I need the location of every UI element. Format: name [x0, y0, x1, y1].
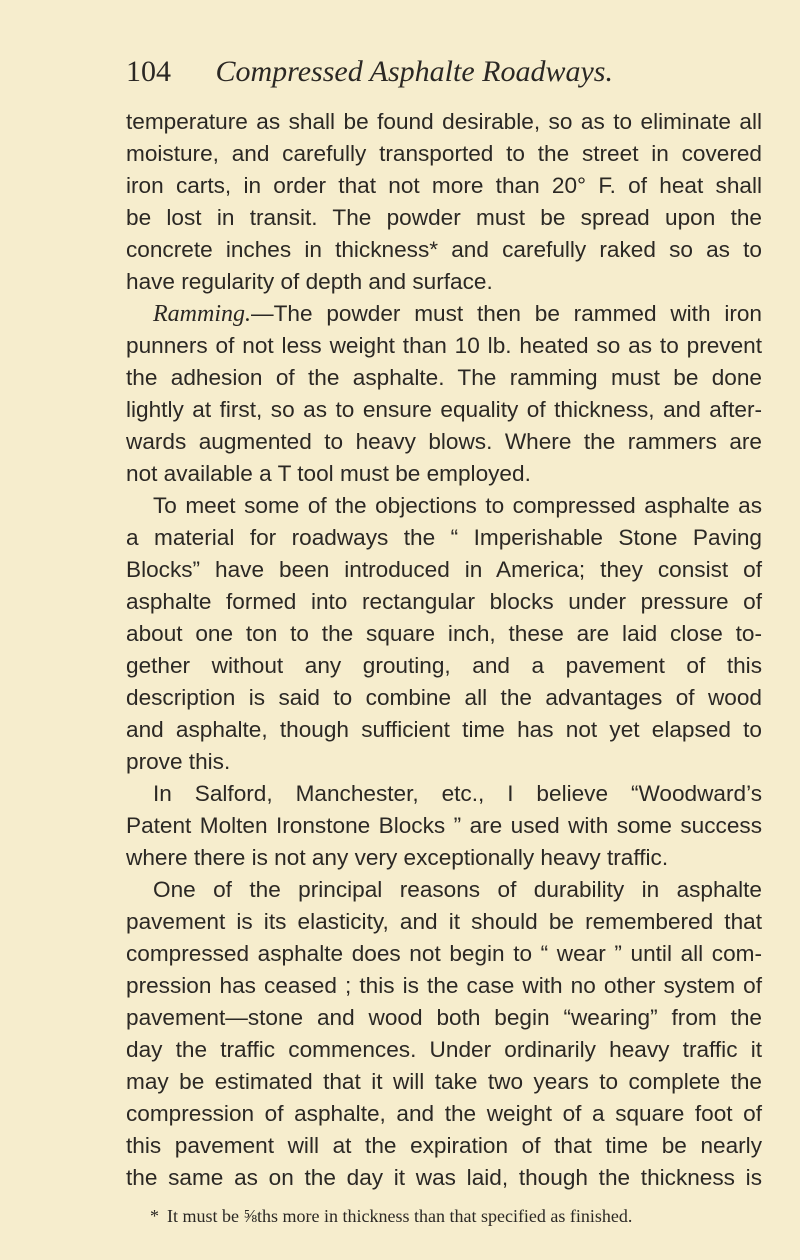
text-line: pavement—stone and wood both begin “wearing” from the — [126, 1005, 762, 1030]
text-line: pression has ceased ; this is the case with no other system of — [126, 973, 762, 998]
text-line: One of the principal reasons of durability in asphalte — [153, 877, 762, 902]
section-heading-ramming: Ramming. — [153, 301, 251, 327]
text-line: the adhesion of the asphalte. The ramming must be done — [126, 365, 762, 390]
text-line: this pavement will at the expiration of that time be nearly — [126, 1133, 762, 1158]
text-line: asphalte formed into rectangular blocks under pressure of — [126, 589, 762, 614]
text-line: temperature as shall be found desirable, so as to eliminate all — [126, 109, 762, 134]
paragraph-temperature — [126, 106, 762, 298]
text-line: and asphalte, though sufficient time has not yet elapsed to — [126, 717, 762, 742]
text-line: description is said to combine all the advantages of wood — [126, 685, 762, 710]
text-line: the same as on the day it was laid, though the thickness is — [126, 1165, 762, 1190]
paragraph-imperishable-blocks — [126, 490, 762, 778]
text-line: gether without any grouting, and a pavement of this — [126, 653, 762, 678]
text-line — [126, 298, 762, 330]
text-line: prove this. — [126, 749, 231, 774]
page-number: 104 — [126, 55, 171, 88]
text-line: a material for roadways the “ Imperishable Stone Paving — [126, 525, 762, 550]
text-line: iron carts, in order that not more than 20° F. of heat shall — [126, 173, 762, 198]
text-line: be lost in transit. The powder must be spread upon the — [126, 205, 762, 230]
text-run: —The powder must then be rammed with iron — [251, 301, 762, 326]
text-line: not available a T tool must be employed. — [126, 461, 531, 486]
text-line: Blocks” have been introduced in America; they consist of — [126, 557, 762, 582]
text-line: may be estimated that it will take two years to complete the — [126, 1069, 762, 1094]
text-line: about one ton to the square inch, these are laid close to- — [126, 621, 762, 646]
text-line: have regularity of depth and surface. — [126, 269, 493, 294]
text-line: day the traffic commences. Under ordinarily heavy traffic it — [126, 1037, 762, 1062]
body-text — [126, 106, 762, 1194]
text-line: lightly at first, so as to ensure equality of thickness, and after- — [126, 397, 762, 422]
paragraph-durability — [126, 874, 762, 1194]
text-line: To meet some of the objections to compressed asphalte as — [153, 493, 762, 518]
text-line: compression of asphalte, and the weight of a square foot of — [126, 1101, 762, 1126]
text-line: In Salford, Manchester, etc., I believe “Woodward’s — [153, 781, 762, 806]
running-title: Compressed Asphalte Roadways. — [215, 55, 613, 88]
footnote-marker: * — [150, 1206, 159, 1226]
text-line: moisture, and carefully transported to the street in covered — [126, 141, 762, 166]
text-line: pavement is its elasticity, and it should be remembered that — [126, 909, 762, 934]
text-line: compressed asphalte does not begin to “ wear ” until all com- — [126, 941, 762, 966]
paragraph-ramming — [126, 298, 762, 490]
text-line: concrete inches in thickness* and carefully raked so as to — [126, 237, 762, 262]
paragraph-salford — [126, 778, 762, 874]
page-header — [126, 52, 646, 92]
text-line: where there is not any very exceptionally heavy traffic. — [126, 845, 669, 870]
text-line: punners of not less weight than 10 lb. heated so as to prevent — [126, 333, 762, 358]
text-line: Patent Molten Ironstone Blocks ” are used with some success — [126, 813, 762, 838]
footnote — [126, 1204, 762, 1228]
footnote-text: It must be ⅝ths more in thickness than that specified as finished. — [167, 1206, 633, 1226]
text-line: wards augmented to heavy blows. Where the rammers are — [126, 429, 762, 454]
